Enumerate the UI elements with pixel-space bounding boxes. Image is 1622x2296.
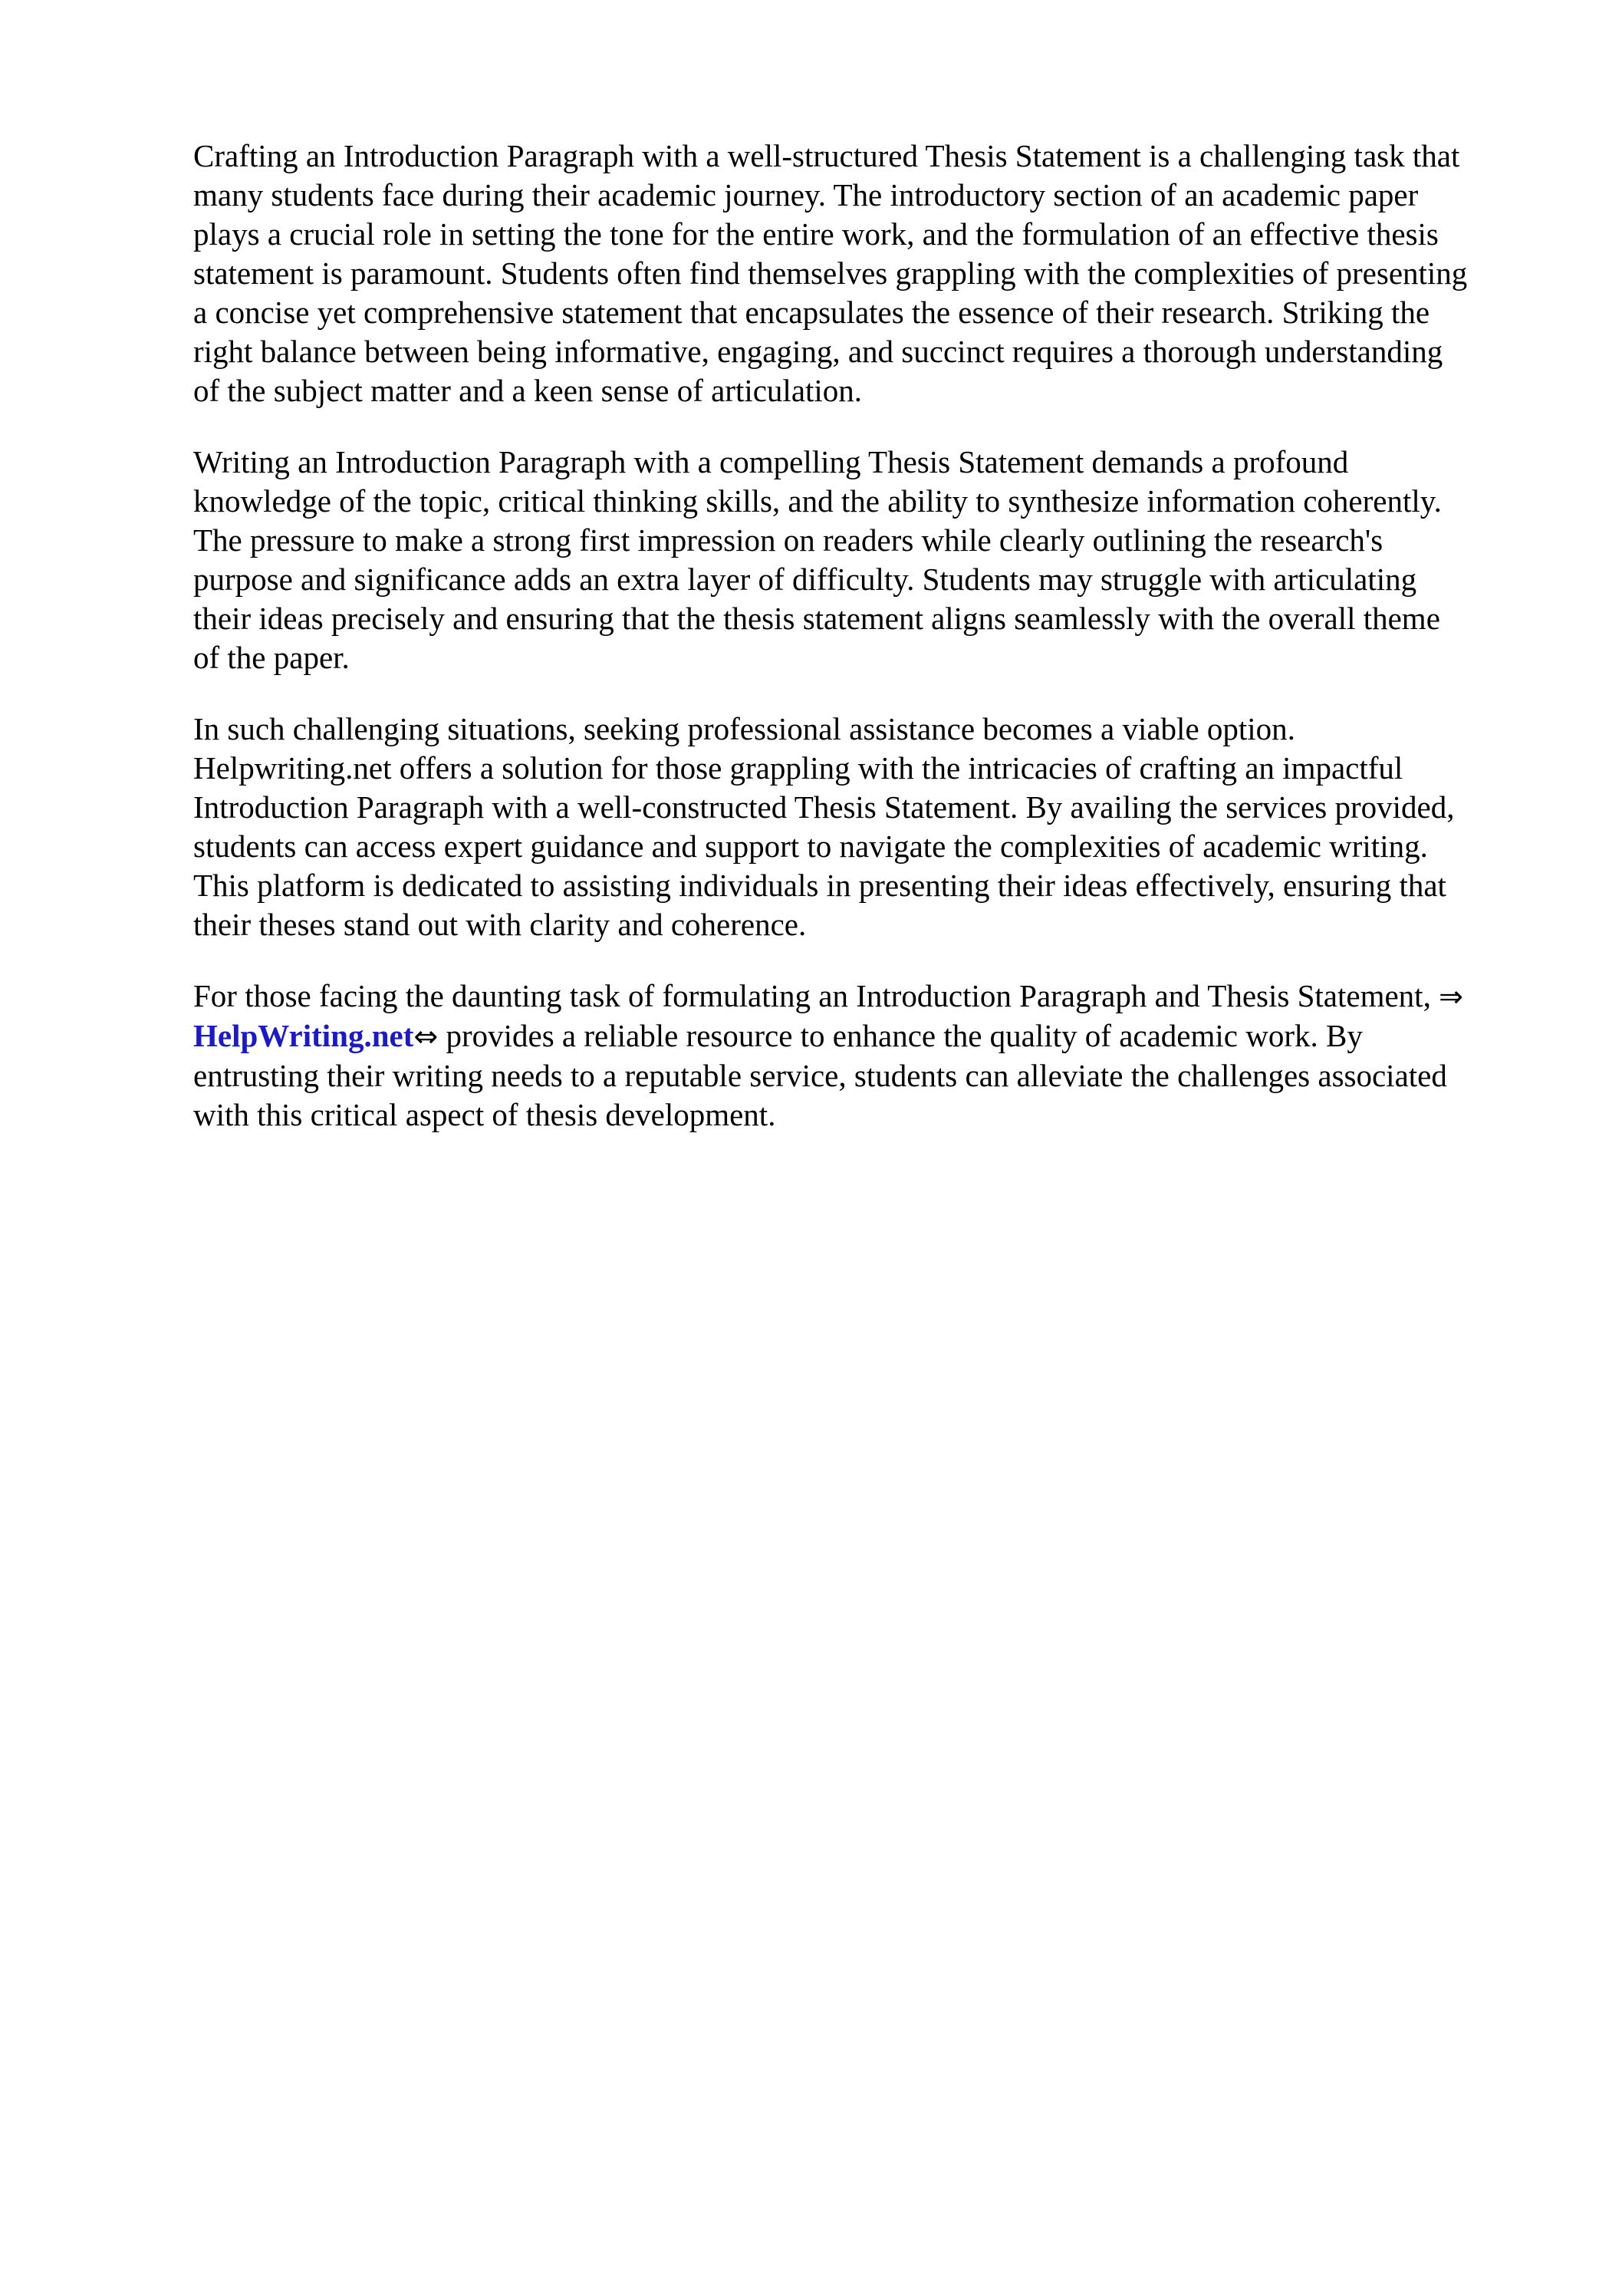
paragraph-2: Writing an Introduction Paragraph with a compelling Thesis Statement demands a profound knowledge of the topic, critical thinking skills, and the ability to synthesize information coherently. The pressure to make a strong first impression on readers while clearly outlining the research's purpose and significance adds an extra layer of difficulty. Students may struggle with articulating their ideas precisely and ensuring that the thesis statement aligns seamlessly with the overall theme of the paper. bbox=[193, 444, 1442, 675]
document-body bbox=[193, 137, 1535, 1167]
helpwriting-link[interactable]: HelpWriting.net bbox=[193, 1018, 414, 1053]
paragraph-4-text-before: For those facing the daunting task of formulating an Introduction Paragraph and Thesis Statement, bbox=[193, 978, 1439, 1013]
arrow-right-icon: ⇒ bbox=[1439, 980, 1463, 1013]
paragraph-4 bbox=[193, 977, 1535, 1135]
arrow-both-icon: ⇔ bbox=[413, 1020, 439, 1053]
paragraph-1: Crafting an Introduction Paragraph with a well-structured Thesis Statement is a challenging task that many students face during their academic journey. The introductory section of an academic paper plays a crucial role in setting the tone for the entire work, and the formulation of an effective thesis statement is paramount. Students often find themselves grappling with the complexities of presenting a concise yet comprehensive statement that encapsulates the essence of their research. Striking the right balance between being informative, engaging, and succinct requires a thorough understanding of the subject matter and a keen sense of articulation. bbox=[193, 138, 1468, 408]
paragraph-3: In such challenging situations, seeking professional assistance becomes a viable option. Helpwriting.net offers a solution for those grappling with the intricacies of crafting an impactful Introduction Paragraph with a well-constructed Thesis Statement. By availing the services provided, students can access expert guidance and support to navigate the complexities of academic writing. This platform is dedicated to assisting individuals in presenting their ideas effectively, ensuring that their theses stand out with clarity and coherence. bbox=[193, 711, 1455, 942]
paragraph-4-text-after: provides a reliable resource to enhance the quality of academic work. By entrusting their writing needs to a reputable service, students can alleviate the challenges associated with this critical aspect of thesis development. bbox=[193, 1018, 1447, 1132]
